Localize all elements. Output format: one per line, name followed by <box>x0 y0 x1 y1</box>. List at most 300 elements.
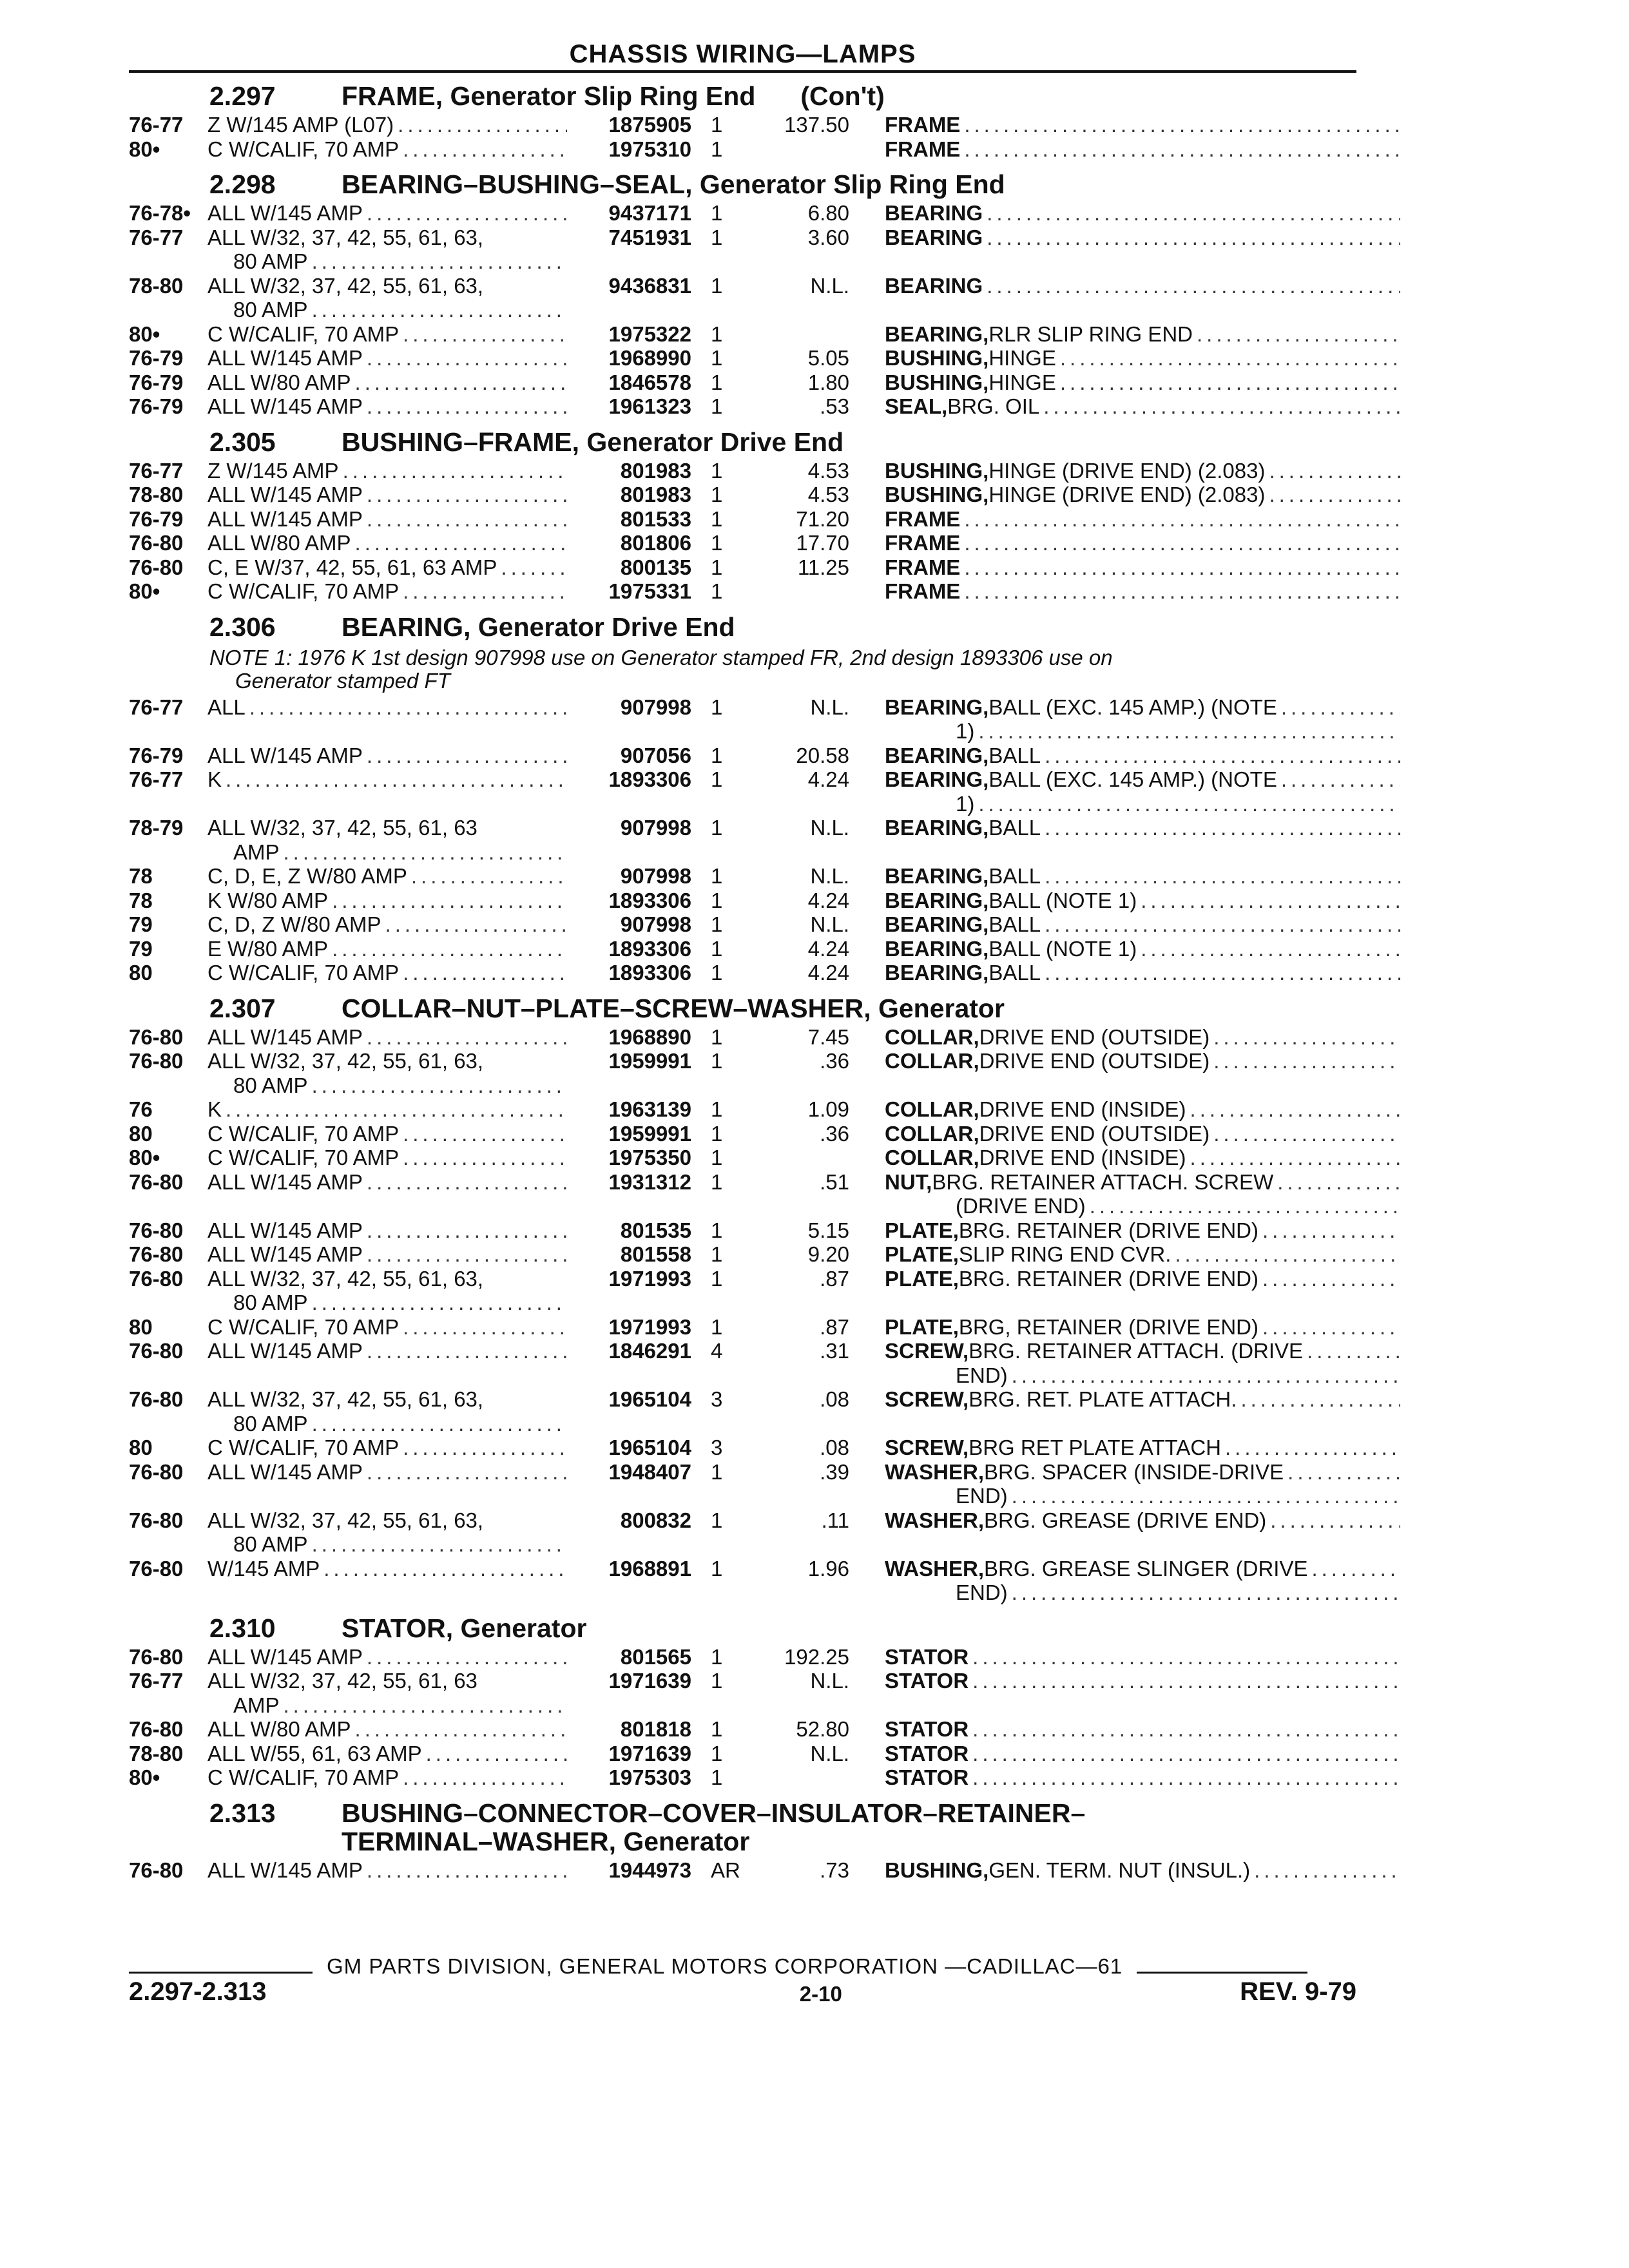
quantity: 1 <box>711 483 723 506</box>
section-heading <box>129 170 1356 198</box>
footer-page-number: 2-10 <box>799 1982 842 2006</box>
list-price: 137.50 <box>784 113 849 137</box>
model-line <box>207 555 567 580</box>
model-line <box>207 1122 567 1146</box>
description-keyword: STATOR <box>885 1741 969 1765</box>
part-number: 1971993 <box>608 1266 691 1291</box>
dot-leader <box>983 274 1400 298</box>
part-description <box>849 1742 1400 1766</box>
section-heading <box>129 994 1356 1023</box>
dot-leader <box>1265 483 1400 507</box>
dot-leader <box>280 840 567 865</box>
model-line <box>207 961 567 985</box>
model-text: 80 AMP <box>233 1532 308 1556</box>
list-price: .51 <box>820 1169 849 1194</box>
model-years: 76-77 <box>129 113 184 137</box>
header-rule <box>129 70 1356 73</box>
quantity: 1 <box>711 743 723 767</box>
description-line <box>885 1387 1400 1412</box>
model-years: 76-77 <box>129 695 184 719</box>
model-text: C W/CALIF, 70 AMP <box>207 1314 400 1339</box>
part-description <box>849 346 1400 370</box>
description-detail: BRG. GREASE SLINGER (DRIVE <box>984 1556 1308 1581</box>
description-detail: BRG. OIL <box>947 394 1040 418</box>
model-years: 76-80 <box>129 1218 184 1242</box>
model-text: 80 AMP <box>233 249 308 273</box>
list-price: 9.20 <box>807 1242 849 1266</box>
part-description <box>849 1460 1400 1508</box>
model-line <box>207 864 567 889</box>
part-number: 9436831 <box>608 273 691 298</box>
model-application <box>207 1742 567 1766</box>
model-application <box>207 274 567 322</box>
list-price: .36 <box>820 1049 849 1073</box>
part-description <box>849 1436 1400 1460</box>
model-line <box>207 912 567 937</box>
part-description <box>849 767 1400 816</box>
quantity: 1 <box>711 1266 723 1291</box>
part-description <box>849 274 1400 298</box>
quantity: 1 <box>711 273 723 298</box>
part-description <box>849 459 1400 483</box>
part-row <box>129 1315 1356 1340</box>
model-line <box>207 1025 567 1050</box>
list-price: .39 <box>820 1459 849 1484</box>
page-header: CHASSIS WIRING—LAMPS <box>569 40 916 68</box>
part-row <box>129 1765 1356 1790</box>
dot-leader <box>381 912 567 937</box>
sections-container <box>129 82 1356 1882</box>
part-row <box>129 459 1356 483</box>
model-line <box>207 249 567 274</box>
model-text: 80 AMP <box>233 1291 308 1314</box>
part-row <box>129 322 1356 347</box>
note-line: NOTE 1: 1976 K 1st design 907998 use on Generator stamped FR, 2nd design 1893306 use on <box>209 645 1113 669</box>
model-years: 78-80 <box>129 273 184 298</box>
list-price: .87 <box>820 1266 849 1291</box>
section-number: 2.305 <box>209 427 276 457</box>
description-keyword: SEAL, <box>885 394 948 418</box>
description-line <box>885 531 1400 555</box>
description-keyword: SCREW, <box>885 1387 969 1411</box>
part-row <box>129 1742 1356 1766</box>
description-line <box>885 137 1400 162</box>
model-application <box>207 531 567 555</box>
description-line <box>885 507 1400 532</box>
section-title-line: STATOR, Generator <box>342 1613 587 1643</box>
model-application <box>207 1460 567 1485</box>
part-number: 801983 <box>620 483 691 506</box>
model-years: 80 <box>129 1314 153 1339</box>
quantity: 1 <box>711 1024 723 1049</box>
model-application <box>207 912 567 937</box>
part-number: 1959991 <box>608 1049 691 1073</box>
description-keyword: FRAME <box>885 531 961 555</box>
part-description <box>849 1122 1400 1146</box>
part-row <box>129 1387 1356 1436</box>
description-detail: (DRIVE END) <box>956 1194 1086 1218</box>
dot-leader <box>308 1073 567 1098</box>
quantity: 1 <box>711 555 723 579</box>
model-years: 76-80 <box>129 1024 184 1049</box>
quantity: 1 <box>711 1556 723 1581</box>
part-row <box>129 555 1356 580</box>
part-description <box>849 889 1400 913</box>
dot-leader <box>983 201 1400 226</box>
model-years: 76-77 <box>129 1669 184 1693</box>
description-keyword: PLATE, <box>885 1242 959 1266</box>
section-number: 2.307 <box>209 993 276 1023</box>
quantity: 1 <box>711 695 723 719</box>
section-number: 2.298 <box>209 169 276 199</box>
dot-leader <box>974 719 1400 744</box>
list-price: 1.09 <box>807 1097 849 1121</box>
part-description <box>849 531 1400 555</box>
model-years: 80• <box>129 579 160 603</box>
model-text: ALL W/145 AMP <box>207 1242 363 1266</box>
model-years: 76-77 <box>129 458 184 483</box>
description-detail: BALL <box>988 864 1041 888</box>
description-keyword: BEARING, <box>885 961 989 985</box>
model-application <box>207 370 567 395</box>
dot-leader <box>1041 864 1400 889</box>
quantity: 1 <box>711 113 723 137</box>
part-row <box>129 1049 1356 1097</box>
model-line <box>207 889 567 913</box>
description-keyword: COLLAR, <box>885 1024 979 1049</box>
part-description <box>849 1858 1400 1883</box>
description-keyword: FRAME <box>885 579 961 603</box>
dot-leader <box>1210 1122 1400 1146</box>
section-heading <box>129 428 1356 456</box>
quantity: 1 <box>711 394 723 418</box>
dot-leader <box>399 579 567 604</box>
dot-leader <box>497 555 567 580</box>
section-title <box>342 1614 1356 1642</box>
model-years: 76-79 <box>129 394 184 418</box>
description-line <box>885 1315 1400 1340</box>
model-application <box>207 1387 567 1436</box>
quantity: 1 <box>711 201 723 225</box>
list-price: 1.80 <box>807 370 849 394</box>
dot-leader <box>974 792 1400 816</box>
model-line <box>207 579 567 604</box>
description-line <box>885 961 1400 985</box>
footer-revision: REV. 9-79 <box>1240 1977 1356 2006</box>
part-row <box>129 1170 1356 1218</box>
part-row <box>129 531 1356 555</box>
dot-leader <box>1086 1194 1400 1218</box>
dot-leader <box>1171 1242 1400 1267</box>
model-text: ALL <box>207 695 246 719</box>
description-keyword: BUSHING, <box>885 1858 989 1882</box>
description-detail: BALL (EXC. 145 AMP.) (NOTE <box>988 695 1277 719</box>
model-text: ALL W/145 AMP <box>207 1218 363 1242</box>
section-number: 2.313 <box>209 1798 276 1828</box>
model-text: 80 AMP <box>233 1411 308 1436</box>
part-row <box>129 1508 1356 1557</box>
description-keyword: BUSHING, <box>885 370 989 394</box>
part-row <box>129 695 1356 744</box>
description-keyword: BEARING, <box>885 912 989 936</box>
description-keyword: BEARING, <box>885 888 989 912</box>
page-footer <box>129 1954 1356 2006</box>
note-line: Generator stamped FT <box>235 668 450 693</box>
part-number: 1893306 <box>608 936 691 961</box>
model-text: ALL W/32, 37, 42, 55, 61, 63, <box>207 1387 484 1411</box>
part-number: 801535 <box>620 1218 691 1242</box>
list-price: N.L. <box>810 912 849 936</box>
part-description <box>849 322 1400 347</box>
description-line <box>885 555 1400 580</box>
footer-section-range: 2.297-2.313 <box>129 1977 267 2006</box>
description-detail: 1) <box>956 791 975 816</box>
dot-leader <box>351 1717 567 1742</box>
model-text: ALL W/32, 37, 42, 55, 61, 63, <box>207 1049 484 1073</box>
model-line <box>207 1669 567 1693</box>
description-detail: DRIVE END (OUTSIDE) <box>979 1121 1210 1146</box>
model-line <box>207 1717 567 1742</box>
description-line <box>885 1765 1400 1790</box>
model-text: ALL W/32, 37, 42, 55, 61, 63, <box>207 1266 484 1291</box>
dot-leader <box>246 695 567 720</box>
model-years: 79 <box>129 912 153 936</box>
model-text: ALL W/145 AMP <box>207 201 363 225</box>
dot-leader <box>960 531 1400 555</box>
model-line <box>207 840 567 865</box>
model-years: 76-79 <box>129 506 184 531</box>
quantity: 1 <box>711 370 723 394</box>
model-application <box>207 889 567 913</box>
description-keyword: BEARING, <box>885 864 989 888</box>
model-years: 80• <box>129 137 160 161</box>
list-price: 52.80 <box>796 1717 849 1741</box>
description-line <box>885 1557 1400 1581</box>
model-years: 76-80 <box>129 531 184 555</box>
dot-leader <box>1284 1460 1400 1485</box>
model-line <box>207 1460 567 1485</box>
part-row <box>129 483 1356 507</box>
model-application <box>207 1049 567 1097</box>
part-row <box>129 816 1356 864</box>
list-price: .08 <box>820 1436 849 1459</box>
model-line <box>207 1339 567 1363</box>
model-text: C W/CALIF, 70 AMP <box>207 137 400 161</box>
list-price: 4.53 <box>807 483 849 506</box>
description-line <box>885 1717 1400 1742</box>
part-row <box>129 1717 1356 1742</box>
description-line <box>885 1049 1400 1073</box>
model-line <box>207 1742 567 1766</box>
model-line <box>207 937 567 961</box>
quantity: 1 <box>711 1459 723 1484</box>
model-years: 80• <box>129 1765 160 1789</box>
section-note <box>129 646 1356 693</box>
list-price: .11 <box>821 1508 849 1532</box>
model-years: 76-80 <box>129 1858 184 1882</box>
part-row <box>129 744 1356 768</box>
model-line <box>207 1097 567 1122</box>
part-number: 1971639 <box>608 1741 691 1765</box>
description-keyword: BUSHING, <box>885 346 989 370</box>
model-application <box>207 1858 567 1883</box>
part-description <box>849 1717 1400 1742</box>
part-row <box>129 346 1356 370</box>
part-number: 1965104 <box>608 1436 691 1459</box>
dot-leader <box>960 507 1400 532</box>
dot-leader <box>969 1717 1400 1742</box>
part-description <box>849 370 1400 395</box>
description-line <box>885 1339 1400 1363</box>
model-application <box>207 1645 567 1669</box>
model-application <box>207 113 567 137</box>
part-number: 907998 <box>620 912 691 936</box>
dot-leader <box>363 1242 567 1267</box>
model-line <box>207 1508 567 1533</box>
description-line <box>885 322 1400 347</box>
part-description <box>849 912 1400 937</box>
model-line <box>207 370 567 395</box>
model-years: 76-78• <box>129 201 191 225</box>
model-text: C W/CALIF, 70 AMP <box>207 1765 400 1789</box>
model-application <box>207 1267 567 1315</box>
description-line <box>885 113 1400 137</box>
model-application <box>207 1242 567 1267</box>
part-row <box>129 1858 1356 1883</box>
dot-leader <box>1041 961 1400 985</box>
dot-leader <box>1265 459 1400 483</box>
list-price: 5.05 <box>807 346 849 370</box>
quantity: 1 <box>711 961 723 985</box>
list-price: .31 <box>820 1339 849 1363</box>
model-years: 76-80 <box>129 1717 184 1741</box>
description-line <box>885 1669 1400 1693</box>
quantity: 1 <box>711 137 723 161</box>
footer-line <box>129 1954 1356 1979</box>
part-row <box>129 274 1356 322</box>
part-row <box>129 1669 1356 1717</box>
dot-leader <box>969 1765 1400 1790</box>
dot-leader <box>1186 1097 1400 1122</box>
model-years: 76-77 <box>129 225 184 249</box>
dot-leader <box>422 1742 567 1766</box>
description-keyword: BEARING, <box>885 816 989 840</box>
model-line <box>207 1146 567 1170</box>
list-price: N.L. <box>810 1669 849 1693</box>
section-heading <box>129 1614 1356 1642</box>
model-years: 76-80 <box>129 1242 184 1266</box>
description-keyword: COLLAR, <box>885 1146 979 1169</box>
model-text: AMP <box>233 840 280 864</box>
part-number: 801565 <box>620 1644 691 1669</box>
description-keyword: BEARING, <box>885 322 989 346</box>
model-years: 76-80 <box>129 1644 184 1669</box>
part-number: 1968891 <box>608 1556 691 1581</box>
section-title-line: BEARING, Generator Drive End <box>342 611 735 642</box>
dot-leader <box>969 1669 1400 1693</box>
part-row <box>129 864 1356 889</box>
model-application <box>207 1669 567 1717</box>
description-detail: DRIVE END (INSIDE) <box>979 1097 1186 1121</box>
model-application <box>207 1315 567 1340</box>
model-years: 78 <box>129 888 153 912</box>
model-years: 76-79 <box>129 743 184 767</box>
dot-leader <box>308 249 567 274</box>
parts-list <box>129 113 1356 161</box>
part-number: 801533 <box>620 506 691 531</box>
dot-leader <box>308 1291 567 1315</box>
part-number: 1975331 <box>608 579 691 603</box>
description-line <box>885 1484 1400 1508</box>
description-line <box>885 1122 1400 1146</box>
description-detail: BRG. GREASE (DRIVE END) <box>984 1508 1267 1532</box>
dot-leader <box>394 113 567 137</box>
quantity: 1 <box>711 1644 723 1669</box>
list-price: 11.25 <box>797 555 849 579</box>
description-keyword: PLATE, <box>885 1266 959 1291</box>
dot-leader <box>363 1460 567 1485</box>
part-description <box>849 1315 1400 1340</box>
description-detail: DRIVE END (OUTSIDE) <box>979 1024 1210 1049</box>
dot-leader <box>363 1339 567 1363</box>
part-row <box>129 137 1356 162</box>
part-description <box>849 695 1400 744</box>
quantity: 1 <box>711 816 723 840</box>
model-application <box>207 1025 567 1050</box>
description-line <box>885 346 1400 370</box>
continued-label: (Con't) <box>800 81 885 111</box>
dot-leader <box>1237 1387 1400 1412</box>
model-application <box>207 1146 567 1170</box>
part-description <box>849 1218 1400 1243</box>
section-heading <box>129 1799 1356 1856</box>
description-keyword: COLLAR, <box>885 1097 979 1121</box>
part-description <box>849 1339 1400 1387</box>
part-number: 907998 <box>620 816 691 840</box>
model-text: C W/CALIF, 70 AMP <box>207 322 400 346</box>
list-price: N.L. <box>810 1741 849 1765</box>
parts-list <box>129 695 1356 985</box>
part-number: 1961323 <box>608 394 691 418</box>
model-line <box>207 1436 567 1460</box>
part-row <box>129 113 1356 137</box>
part-row <box>129 579 1356 604</box>
part-row <box>129 1025 1356 1050</box>
quantity: 1 <box>711 1242 723 1266</box>
part-row <box>129 767 1356 816</box>
dot-leader <box>363 1218 567 1243</box>
dot-leader <box>399 137 567 162</box>
dot-leader <box>399 961 567 985</box>
part-row <box>129 1097 1356 1122</box>
model-text: ALL W/80 AMP <box>207 370 351 394</box>
list-price: 7.45 <box>807 1024 849 1049</box>
description-keyword: FRAME <box>885 137 961 161</box>
model-years: 80• <box>129 1146 160 1169</box>
part-number: 800135 <box>620 555 691 579</box>
list-price: 4.24 <box>807 961 849 985</box>
description-keyword: BEARING <box>885 225 983 249</box>
model-text: ALL W/55, 61, 63 AMP <box>207 1741 422 1765</box>
section-title-line: FRAME, Generator Slip Ring End <box>342 81 756 111</box>
model-years: 76-80 <box>129 1387 184 1411</box>
part-description <box>849 1508 1400 1533</box>
part-description <box>849 137 1400 162</box>
list-price: N.L. <box>810 695 849 719</box>
part-row <box>129 1436 1356 1460</box>
description-detail: END) <box>956 1581 1008 1604</box>
quantity: 1 <box>711 1765 723 1789</box>
